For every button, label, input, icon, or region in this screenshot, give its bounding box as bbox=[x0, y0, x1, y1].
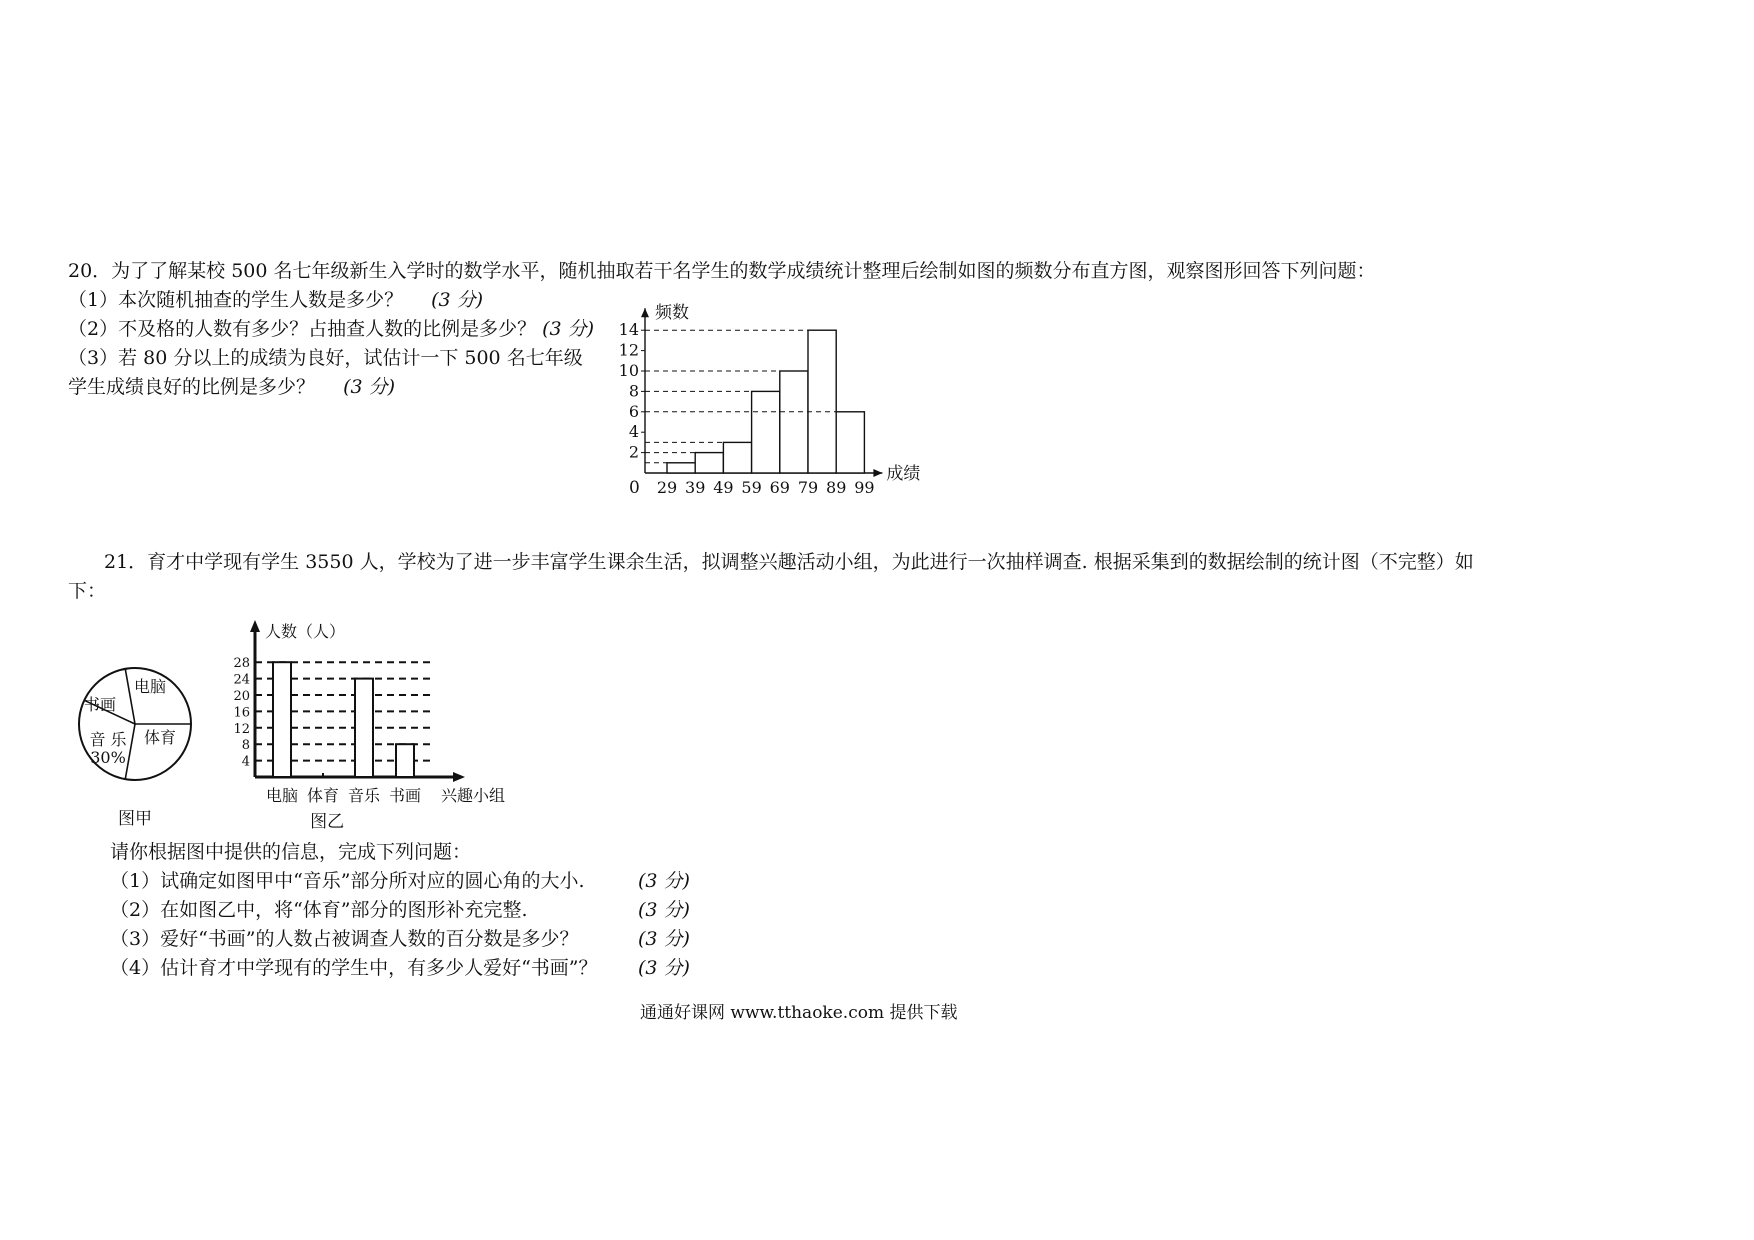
bar bbox=[355, 679, 373, 777]
q21-item-2-score: (3 分) bbox=[638, 899, 690, 921]
histogram-bar bbox=[667, 463, 695, 473]
q21-item-2-text: （2）在如图乙中，将“体育”部分的图形补充完整. bbox=[110, 899, 528, 921]
y-tick-label: 12 bbox=[233, 721, 250, 737]
y-tick-label: 2 bbox=[628, 442, 639, 462]
x-tick-label: 电脑 bbox=[265, 786, 299, 805]
x-tick-label: 79 bbox=[797, 478, 819, 497]
pie-slice-label: 音 乐 bbox=[89, 730, 127, 749]
histogram-bar bbox=[752, 391, 780, 473]
q20-item-1-score: (3 分) bbox=[431, 289, 484, 311]
y-tick-label: 24 bbox=[233, 672, 250, 688]
footer-credit: 通通好课网 www.tthaoke.com 提供下载 bbox=[640, 1003, 958, 1023]
origin-label: 0 bbox=[629, 478, 640, 498]
y-tick-label: 20 bbox=[233, 689, 250, 704]
x-tick-label: 49 bbox=[713, 478, 734, 497]
y-axis-arrow bbox=[250, 620, 260, 632]
x-axis-arrow bbox=[453, 772, 465, 782]
x-tick-label: 59 bbox=[741, 478, 762, 497]
pie-chart bbox=[70, 660, 210, 840]
histogram-bar bbox=[723, 442, 751, 473]
x-axis-arrow bbox=[873, 469, 882, 477]
histogram-bar bbox=[695, 453, 723, 473]
y-tick-label: 10 bbox=[618, 361, 639, 380]
q21-item-1-text: （1）试确定如图甲中“音乐”部分所对应的圆心角的大小. bbox=[110, 870, 585, 892]
pie-slice-value: 30% bbox=[90, 748, 126, 767]
y-tick-label: 6 bbox=[628, 401, 639, 421]
bar bbox=[396, 744, 414, 777]
x-tick-label: 体育 bbox=[306, 786, 340, 805]
q21-item-3-score: (3 分) bbox=[638, 928, 690, 950]
y-tick-label: 28 bbox=[233, 656, 250, 672]
q20-item-1 bbox=[68, 291, 483, 310]
q21-stem-line-2: 下： bbox=[68, 580, 107, 602]
q20-item-3-score: (3 分) bbox=[343, 376, 396, 398]
x-tick-label: 89 bbox=[826, 478, 847, 497]
x-axis-label: 成绩 bbox=[886, 464, 921, 484]
y-tick-label: 8 bbox=[241, 738, 250, 754]
q20-item-3-line-2 bbox=[68, 378, 395, 397]
histogram-bar bbox=[780, 371, 808, 473]
bar-chart bbox=[225, 615, 525, 840]
q21-prompt: 请你根据图中提供的信息，完成下列问题： bbox=[110, 841, 472, 863]
y-axis-arrow bbox=[641, 308, 649, 317]
q21-item-1 bbox=[110, 872, 585, 891]
y-tick-label: 8 bbox=[628, 381, 639, 401]
pie-slice-label: 电脑 bbox=[133, 677, 167, 696]
q20-item-3-line-1: （3）若 80 分以上的成绩为良好，试估计一下 500 名七年级 bbox=[68, 347, 583, 369]
x-tick-label: 39 bbox=[685, 478, 706, 497]
bar bbox=[273, 662, 291, 777]
pie-slice-label: 体育 bbox=[143, 728, 177, 747]
q20-item-1-text: （1）本次随机抽查的学生人数是多少？ bbox=[68, 289, 404, 311]
x-axis-label: 兴趣小组 bbox=[441, 786, 506, 805]
x-tick-label: 音乐 bbox=[347, 786, 381, 805]
x-tick-label: 69 bbox=[769, 478, 790, 497]
q20-item-2-text: （2）不及格的人数有多少？占抽查人数的比例是多少？ bbox=[68, 318, 537, 340]
y-tick-label: 4 bbox=[628, 422, 639, 442]
q21-item-4 bbox=[110, 959, 598, 978]
q20-item-2 bbox=[68, 320, 594, 339]
pie-caption: 图甲 bbox=[118, 809, 152, 829]
q20-item-2-score: (3 分) bbox=[542, 318, 595, 340]
q21-item-3-text: （3）爱好“书画”的人数占被调查人数的百分数是多少？ bbox=[110, 928, 579, 950]
y-axis-label: 人数（人） bbox=[265, 622, 346, 641]
q21-item-1-score: (3 分) bbox=[638, 870, 690, 892]
x-tick-label: 书画 bbox=[388, 786, 422, 805]
q21-item-4-score: (3 分) bbox=[638, 957, 690, 979]
q21-item-2 bbox=[110, 901, 528, 920]
x-tick-label: 29 bbox=[656, 478, 678, 497]
pie-slice-label: 书画 bbox=[83, 695, 117, 714]
y-tick-label: 14 bbox=[618, 320, 639, 340]
y-tick-label: 4 bbox=[241, 754, 250, 770]
histogram-chart bbox=[600, 280, 940, 510]
q20-item-3-text: 学生成绩良好的比例是多少？ bbox=[68, 376, 316, 398]
q21-item-4-text: （4）估计育才中学现有的学生中，有多少人爱好“书画”？ bbox=[110, 957, 598, 979]
bar-chart-caption: 图乙 bbox=[310, 812, 345, 832]
y-tick-label: 12 bbox=[618, 340, 639, 360]
y-tick-label: 16 bbox=[233, 705, 250, 721]
x-tick-label: 99 bbox=[854, 478, 875, 497]
y-axis-label: 频数 bbox=[655, 303, 689, 324]
histogram-bar bbox=[808, 330, 836, 473]
q20-stem: 20．为了了解某校 500 名七年级新生入学时的数学水平，随机抽取若干名学生的数学成绩统计整理后绘制如图的频数分布直方图，观察图形回答下列问题： bbox=[68, 260, 1376, 282]
q21-item-3 bbox=[110, 930, 579, 949]
histogram-bar bbox=[836, 412, 864, 473]
q21-stem-line-1: 21．育才中学现有学生 3550 人，学校为了进一步丰富学生课余生活，拟调整兴趣活动小组，为此进行一次抽样调查. 根据采集到的数据绘制的统计图（不完整）如 bbox=[104, 551, 1474, 573]
